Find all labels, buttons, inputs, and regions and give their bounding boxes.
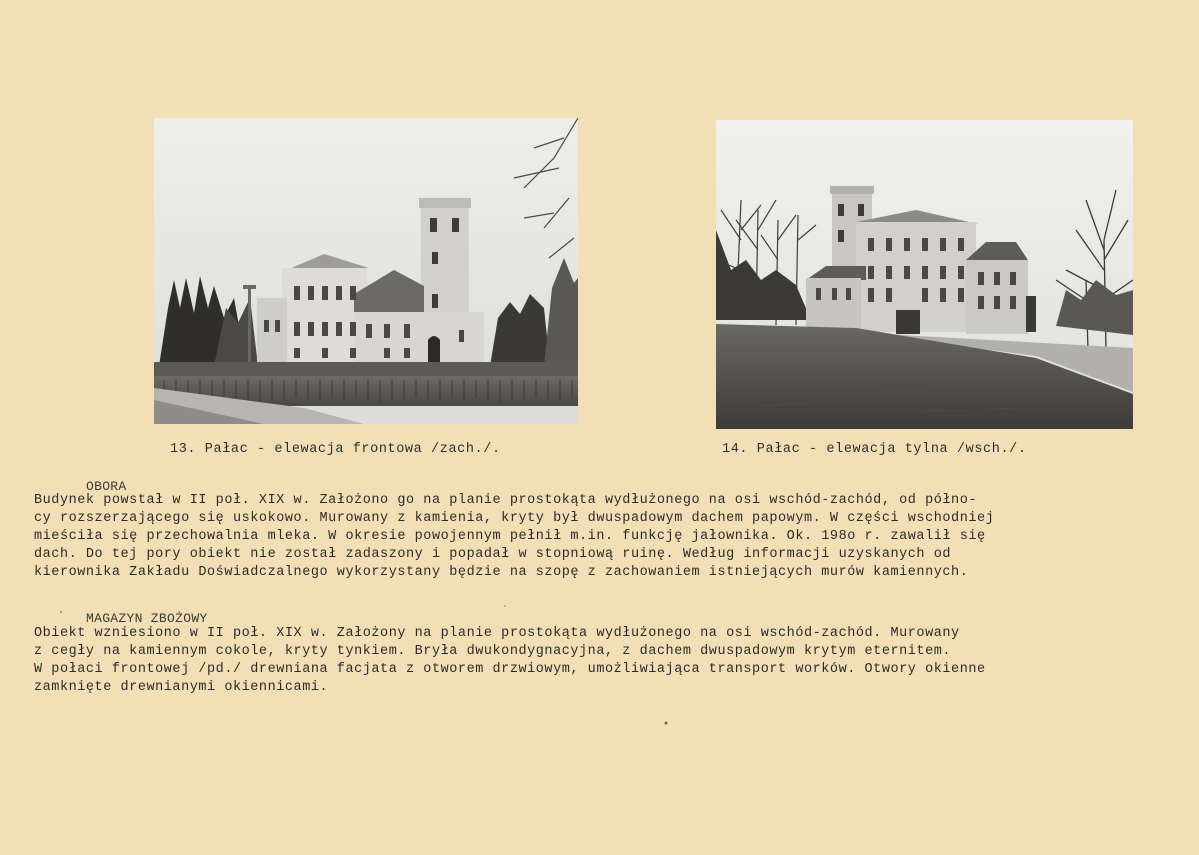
photo-caption-front: 13. Pałac - elewacja frontowa /zach./. [170, 442, 501, 457]
obora-text-line: kierownika Zakładu Doświadczalnego wykorzystany będzie na szopę z zachowaniem istniejących murów kamiennych. [34, 565, 969, 580]
magazyn-text-line: zamknięte drewnianymi okiennicami. [34, 680, 329, 695]
magazyn-text-line: z cegły na kamiennym cokole, kryty tynkiem. Bryła dwukondygnacyjna, z dachem dwuspadowym krytym eternitem. [34, 644, 952, 659]
magazyn-text-line: W połaci frontowej /pd./ drewniana facjata z otworem drzwiowym, umożliwiająca transport worków. Otwory okienne [34, 662, 986, 677]
section-heading-obora: OBORA [86, 479, 127, 494]
photo-palace-rear-elevation [716, 120, 1133, 429]
obora-text-line: Budynek powstał w II poł. XIX w. Założono go na planie prostokąta wydłużonego na osi wschód-zachód, od półno- [34, 493, 977, 508]
photo-palace-front-elevation [154, 118, 578, 424]
palace-front-photo-image [154, 118, 578, 424]
obora-text-line: cy rozszerzającego się uskokowo. Murowany z kamienia, kryty był dwuspadowym dachem papowym. W części wschodniej [34, 511, 995, 526]
palace-rear-photo-image [716, 120, 1133, 429]
obora-text-line: dach. Do tej pory obiekt nie został zadaszony i popadał w stopniową ruinę. Według informacji uzyskanych od [34, 547, 952, 562]
obora-text-line: mieściła się przechowalnia mleka. W okresie powojennym pełnił m.in. funkcję jałownika. Ok. 198o r. zawalił się [34, 529, 986, 544]
photo-caption-rear: 14. Pałac - elewacja tylna /wsch./. [722, 442, 1027, 457]
magazyn-text-line: Obiekt wzniesiono w II poł. XIX w. Założony na planie prostokąta wydłużonego na osi wschód-zachód. Murowany [34, 626, 960, 641]
section-heading-magazyn-zbozowy: MAGAZYN ZBOŻOWY [86, 611, 208, 626]
